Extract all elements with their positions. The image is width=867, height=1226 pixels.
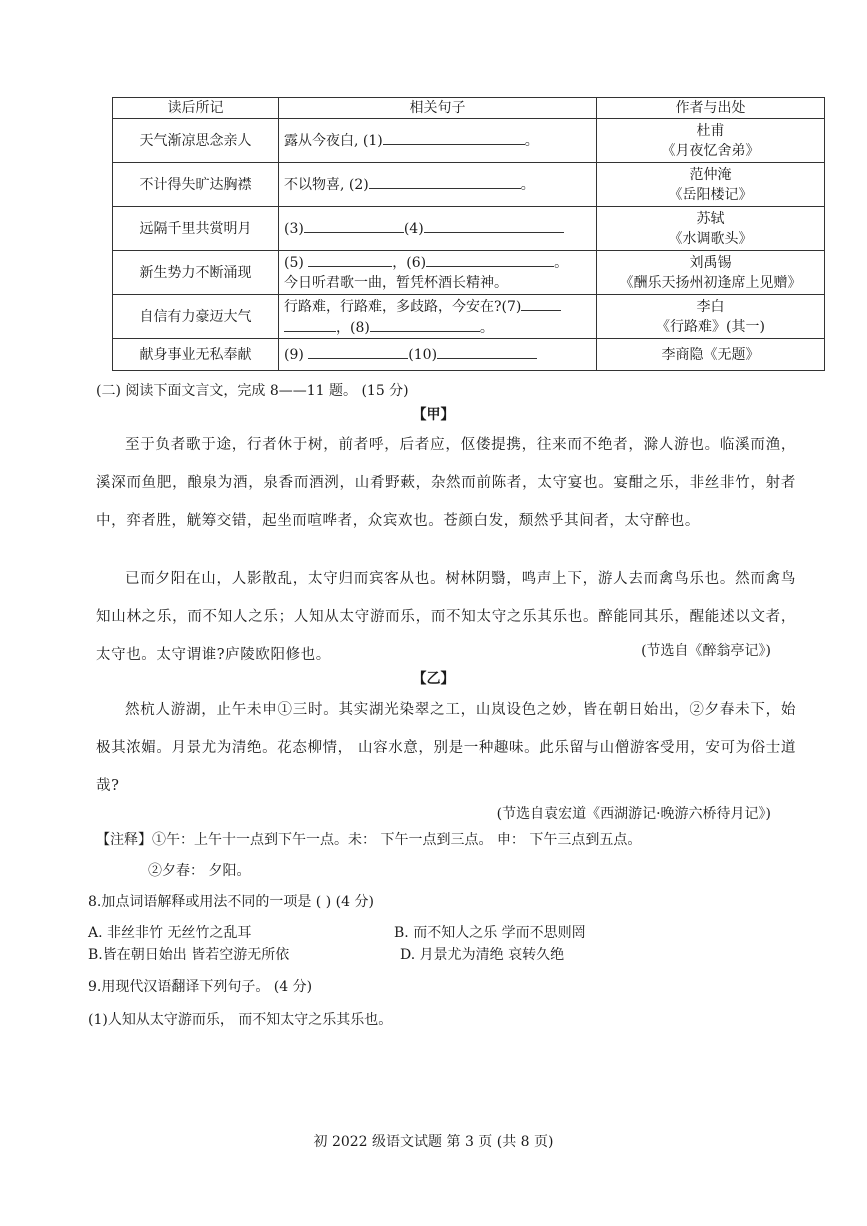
section-heading: (二) 阅读下面文言文，完成 8——11 题。 (15 分) xyxy=(96,383,409,399)
q8-option-c: B.皆在朝日始出 皆若空游无所依 xyxy=(88,947,290,963)
table-row xyxy=(113,207,825,251)
row-sentence: (3) (4) xyxy=(279,207,597,251)
table-row xyxy=(113,119,825,163)
question-9-1: (1)人知从太守游而乐， 而不知太守之乐其乐也。 xyxy=(88,1012,393,1028)
header-theme: 读后所记 xyxy=(113,98,279,119)
row-theme: 献身事业无私奉献 xyxy=(113,339,279,371)
fill-blank-3[interactable] xyxy=(304,218,404,233)
table-row xyxy=(113,163,825,207)
question-8: 8.加点词语解释或用法不同的一项是 ( ) (4 分) xyxy=(88,894,374,910)
poem-table xyxy=(112,97,825,371)
table-row xyxy=(113,295,825,339)
annotation-2: ②夕春： 夕阳。 xyxy=(148,863,251,879)
annotation-1: 【注释】①午：上午十一点到下午一点。未： 下午一点到三点。 申： 下午三点到五点。 xyxy=(96,832,642,848)
fill-blank-7b[interactable] xyxy=(284,317,336,332)
row-author-source: 刘禹锡 《酬乐天扬州初逢席上见赠》 xyxy=(597,251,825,295)
passage-yi-source: (节选自袁宏道《西湖游记·晚游六桥待月记》) xyxy=(496,806,771,822)
header-author: 作者与出处 xyxy=(597,98,825,119)
passage-jia-title: 【甲】 xyxy=(412,407,455,423)
row-author-source: 李白 《行路难》(其一) xyxy=(597,295,825,339)
q8-option-b: B. 而不知人之乐 学而不思则罔 xyxy=(394,925,586,941)
passage-jia-source: (节选自《醉翁亭记》) xyxy=(641,643,771,659)
row-sentence: 不以物喜, (2) 。 xyxy=(279,163,597,207)
q8-option-d: D. 月景尤为清绝 哀转久绝 xyxy=(400,947,565,963)
fill-blank-4[interactable] xyxy=(424,218,564,233)
table-row xyxy=(113,339,825,371)
table-header-row xyxy=(113,98,825,119)
fill-blank-9[interactable] xyxy=(308,344,408,359)
row-theme: 新生势力不断涌现 xyxy=(113,251,279,295)
page-footer: 初 2022 级语文试题 第 3 页 (共 8 页) xyxy=(313,1134,554,1150)
fill-blank-10[interactable] xyxy=(437,344,537,359)
row-sentence: 行路难，行路难，多歧路，今安在?(7) ，(8) 。 xyxy=(279,295,597,339)
passage-yi-paragraph: 然杭人游湖，止午未申①三时。其实湖光染翠之工，山岚设色之妙，皆在朝日始出，②夕春未下，始极其浓媚。月景尤为清绝。花态柳情， 山容水意，别是一种趣味。此乐留与山僧游客受用，安可为俗士道哉? xyxy=(96,702,796,794)
q8-option-a: A. 非丝非竹 无丝竹之乱耳 xyxy=(88,925,252,941)
row-author-source: 苏轼 《水调歌头》 xyxy=(597,207,825,251)
fill-blank-6[interactable] xyxy=(426,252,554,267)
fill-blank-2[interactable] xyxy=(369,174,521,189)
row-sentence: (5) ，(6) 。 今日听君歌一曲，暂凭杯酒长精神。 xyxy=(279,251,597,295)
fill-blank-1[interactable] xyxy=(383,130,525,145)
row-sentence: (9) (10) xyxy=(279,339,597,371)
question-9: 9.用现代汉语翻译下列句子。 (4 分) xyxy=(88,979,313,995)
row-author-source: 范仲淹 《岳阳楼记》 xyxy=(597,163,825,207)
fill-blank-7[interactable] xyxy=(521,296,561,311)
header-sentence: 相关句子 xyxy=(279,98,597,119)
passage-yi-title: 【乙】 xyxy=(412,671,455,687)
row-theme: 自信有力豪迈大气 xyxy=(113,295,279,339)
row-author-source: 杜甫 《月夜忆舍弟》 xyxy=(597,119,825,163)
row-author-source: 李商隐《无题》 xyxy=(597,339,825,371)
row-theme: 远隔千里共赏明月 xyxy=(113,207,279,251)
row-sentence: 露从今夜白, (1) 。 xyxy=(279,119,597,163)
row-theme: 天气渐凉思念亲人 xyxy=(113,119,279,163)
fill-blank-5[interactable] xyxy=(308,252,392,267)
fill-blank-8[interactable] xyxy=(370,317,480,332)
row-theme: 不计得失旷达胸襟 xyxy=(113,163,279,207)
passage-jia-paragraph-1: 至于负者歌于途，行者休于树，前者呼，后者应，伛偻提携，往来而不绝者，滁人游也。临溪而渔，溪深而鱼肥，酿泉为酒，泉香而酒洌，山肴野蔌，杂然而前陈者，太守宴也。宴酣之乐，非丝非竹，射者中，弈者胜，觥筹交错，起坐而喧哗者，众宾欢也。苍颜白发，颓然乎其间者，太守醉也。 xyxy=(96,437,796,529)
table-row xyxy=(113,251,825,295)
passage-jia-paragraph-2: 已而夕阳在山，人影散乱，太守归而宾客从也。树林阴翳，鸣声上下，游人去而禽鸟乐也。然而禽鸟知山林之乐，而不知人之乐；人知从太守游而乐，而不知太守之乐其乐也。醉能同其乐，醒能述以文者，太守也。太守谓谁?庐陵欧阳修也。 xyxy=(96,571,796,663)
